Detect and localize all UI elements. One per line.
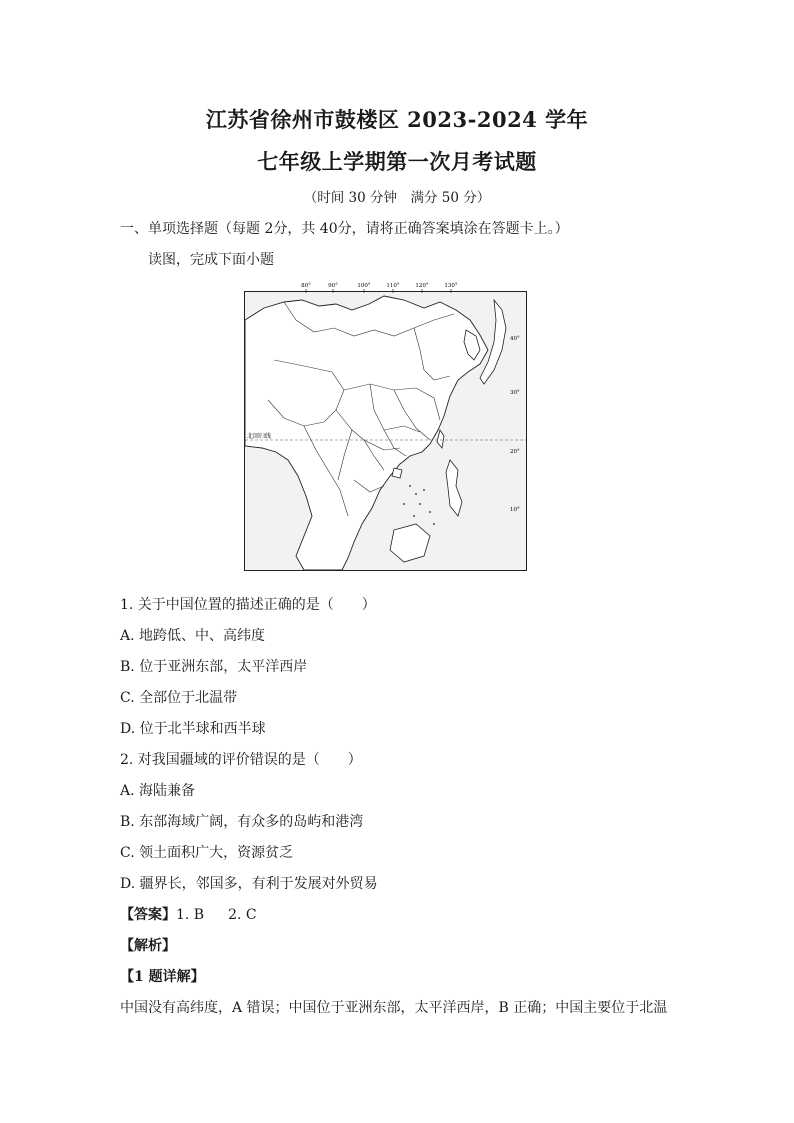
lon-label: 90° — [328, 283, 338, 289]
analysis-label: 【解析】 — [120, 938, 176, 954]
china-map-figure — [244, 280, 527, 571]
lon-label: 120° — [415, 283, 429, 289]
question-2-option-c: C. 领土面积广大，资源贫乏 — [120, 845, 294, 861]
lat-label: 40° — [510, 336, 520, 342]
lon-label: 100° — [357, 283, 371, 289]
question-2-option-b: B. 东部海域广阔，有众多的岛屿和港湾 — [120, 814, 364, 830]
lat-label: 20° — [510, 449, 520, 455]
answer-line — [120, 904, 257, 924]
instruction-text: 读图，完成下面小题 — [148, 252, 274, 268]
question-1-option-d: D. 位于北半球和西半球 — [120, 721, 266, 737]
question-1-option-a: A. 地跨低、中、高纬度 — [120, 628, 266, 644]
answer-item: 2. C — [228, 907, 257, 923]
lon-label: 130° — [444, 283, 458, 289]
question-2-option-d: D. 疆界长，邻国多，有利于发展对外贸易 — [120, 876, 378, 892]
title-line-2: 七年级上学期第一次月考试题 — [257, 149, 537, 174]
tropic-label: 北回归线 — [247, 433, 272, 440]
question-1-option-c: C. 全部位于北温带 — [120, 690, 238, 706]
answer-item: 1. B — [176, 907, 205, 923]
question-1-option-b: B. 位于亚洲东部，太平洋西岸 — [120, 659, 308, 675]
lat-label: 10° — [510, 507, 520, 513]
exam-time-score: （时间 30 分钟 满分 50 分） — [303, 190, 491, 206]
lon-label: 110° — [386, 283, 400, 289]
section-heading: 一、单项选择题（每题 2分，共 40分，请将正确答案填涂在答题卡上。） — [120, 221, 569, 237]
detail-label: 【1 题详解】 — [120, 969, 205, 985]
lon-label: 80° — [301, 283, 311, 289]
lat-label: 30° — [510, 390, 520, 396]
analysis-text: 中国没有高纬度，A 错误；中国位于亚洲东部，太平洋西岸，B 正确；中国主要位于北温 — [120, 1000, 668, 1016]
question-2-stem: 2. 对我国疆域的评价错误的是（ ） — [120, 752, 362, 768]
map-svg — [244, 280, 527, 571]
answer-label: 【答案】 — [120, 907, 176, 923]
question-2-option-a: A. 海陆兼备 — [120, 783, 196, 799]
title-line-1: 江苏省徐州市鼓楼区 2023-2024 学年 — [205, 107, 589, 132]
question-1-stem: 1. 关于中国位置的描述正确的是（ ） — [120, 597, 376, 613]
